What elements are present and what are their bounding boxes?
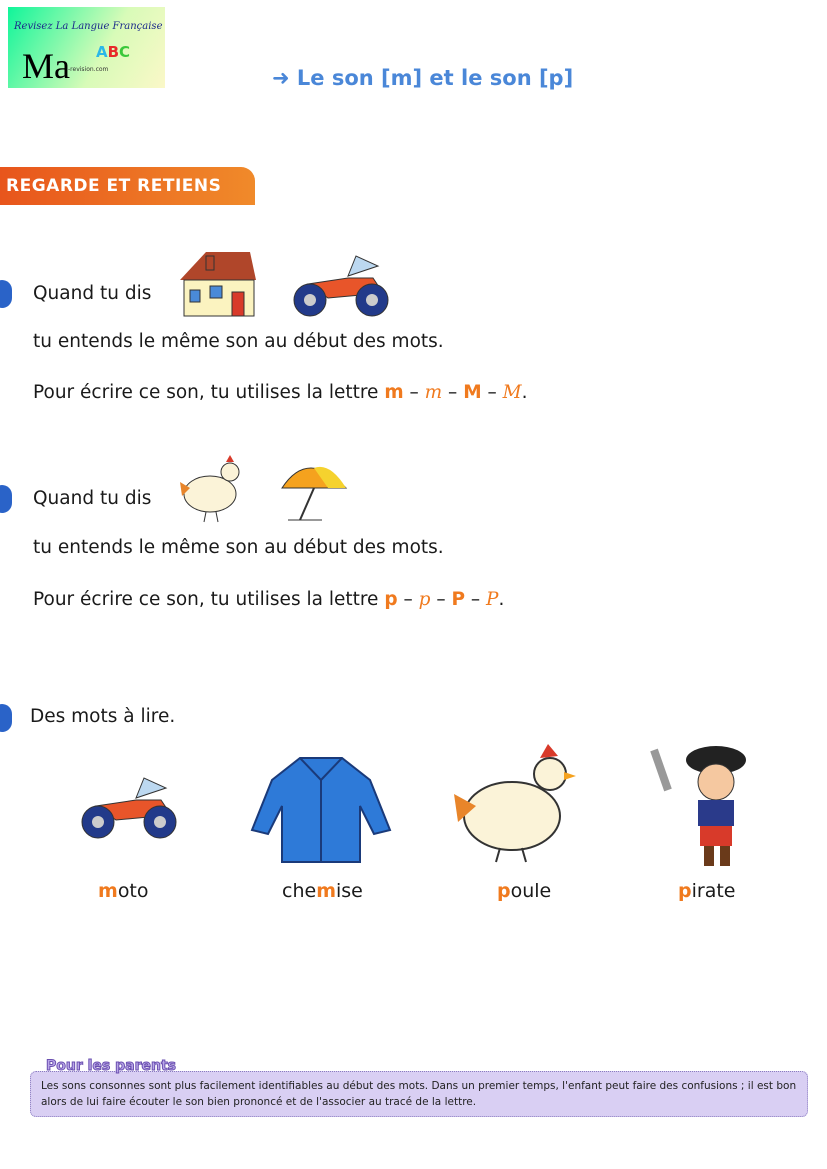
hen-icon [450,742,580,867]
bullet-icon [0,704,12,732]
word-pirate [678,880,735,902]
letter-cursive-uppercase: M [502,382,522,403]
bullet-icon [0,280,12,308]
word-rest: irate [691,880,736,902]
pirate-icon [646,742,766,870]
parents-title: Pour les parents [46,1058,176,1074]
letter-cursive-lowercase: p [418,589,431,610]
parents-note: Les sons consonnes sont plus facilement identifiables au début des mots. Dans un premier temps, l'enfant peut faire des confusions ; il est bon alors de lui faire écouter le son bien prononcé et de l'associer au tracé de la lettre. [30,1071,808,1117]
letter-uppercase: M [463,382,482,403]
word-start: che [282,880,317,902]
letter-uppercase: P [451,589,466,610]
highlight-letter: p [497,880,511,902]
word-moto [98,880,149,902]
word-rest: oto [117,880,149,902]
motorbike-icon [76,770,181,842]
sentence-same-sound: tu entends le même son au début des mots. [33,537,444,558]
sentence-letters: Pour écrire ce son, tu utilises la lettre m – m – M – M. [33,382,528,403]
sentence-same-sound: tu entends le même son au début des mots. [33,331,444,352]
site-logo [8,7,165,88]
word-poule [497,880,551,902]
intro-text: Quand tu dis [33,283,152,304]
page-title: ➜ Le son [m] et le son [p] [272,66,574,90]
logo-brand: Ma [22,46,70,86]
logo-tagline: Revisez La Langue Française [14,21,163,32]
bullet-icon [0,485,12,513]
sentence-letters: Pour écrire ce son, tu utilises la lettre p – p – P – P. [33,589,505,610]
letter-cursive-lowercase: m [424,382,443,403]
house-icon [176,248,258,320]
umbrella-icon [278,452,350,524]
hen-icon [176,452,248,524]
highlight-letter: m [316,880,336,902]
section-label: REGARDE ET RETIENS [0,167,255,205]
word-rest: oule [510,880,552,902]
shirt-icon [250,750,392,865]
letter-lowercase: m [384,382,404,403]
motorbike-icon [288,248,393,320]
word-rest: ise [336,880,363,902]
logo-abc: ABC [96,43,131,61]
letter-lowercase: p [384,589,398,610]
intro-text: Quand tu dis [33,488,152,509]
logo-site: -revision.com [68,66,109,73]
word-chemise [282,880,363,902]
highlight-letter: p [678,880,692,902]
sentence-text: Pour écrire ce son, tu utilises la lettre [33,589,379,610]
highlight-letter: m [98,880,118,902]
words-heading: Des mots à lire. [30,706,176,727]
sentence-text: Pour écrire ce son, tu utilises la lettre [33,382,379,403]
letter-cursive-uppercase: P [486,589,499,610]
